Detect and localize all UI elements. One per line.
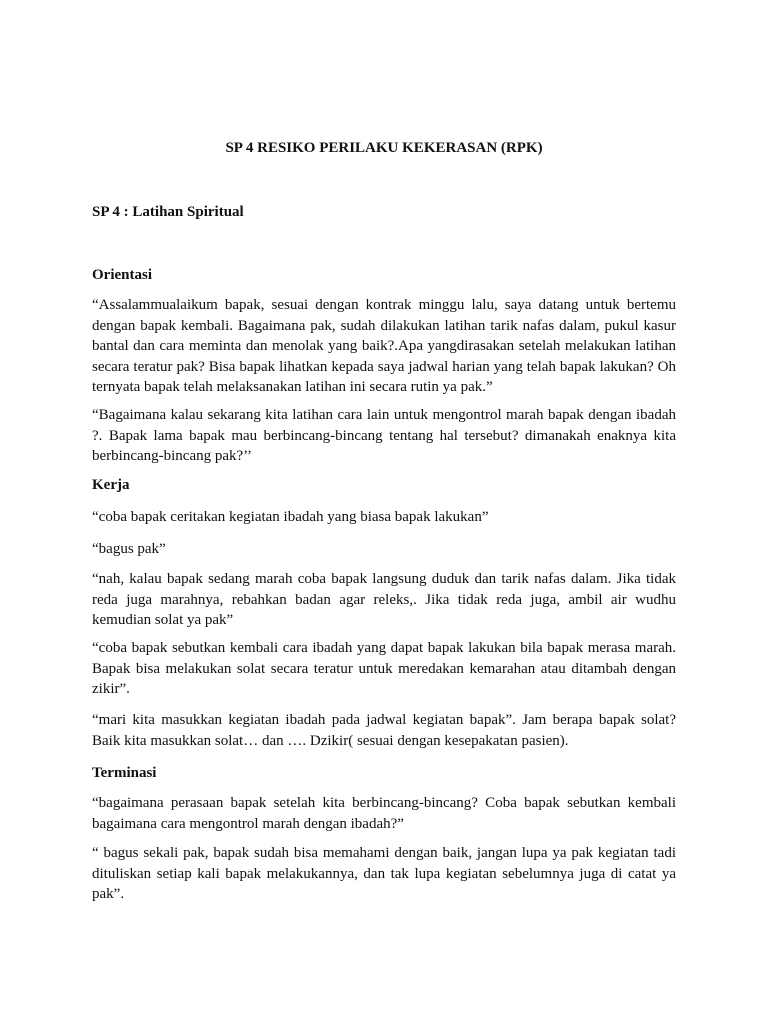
paragraph: “Bagaimana kalau sekarang kita latihan cara lain untuk mengontrol marah bapak dengan ibadah ?. Bapak lama bapak mau berbincang-bincang tentang hal tersebut? dimanakah enaknya kita berbincang-bincang pak?’’ xyxy=(92,407,676,464)
paragraph: “coba bapak ceritakan kegiatan ibadah yang biasa bapak lakukan” xyxy=(92,509,489,525)
section-heading-orientasi: Orientasi xyxy=(92,267,152,283)
paragraph: “coba bapak sebutkan kembali cara ibadah yang dapat bapak lakukan bila bapak merasa marah. Bapak bisa melakukan solat secara teratur untuk meredakan kemarahan atau ditambah dengan zikir”. xyxy=(92,640,676,697)
document-title: SP 4 RESIKO PERILAKU KEKERASAN (RPK) xyxy=(225,140,543,156)
paragraph: “nah, kalau bapak sedang marah coba bapak langsung duduk dan tarik nafas dalam. Jika tidak reda juga marahnya, rebahkan badan agar releks,. Jika tidak reda juga, ambil air wudhu kemudian solat ya pak” xyxy=(92,571,676,628)
paragraph: “Assalammualaikum bapak, sesuai dengan kontrak minggu lalu, saya datang untuk bertemu dengan bapak kembali. Bagaimana pak, sudah dilakukan latihan tarik nafas dalam, pukul kasur bantal dan cara meminta dan menolak yang baik?.Apa yangdirasakan setelah melakukan latihan secara teratur pak? Bisa bapak lihatkan kepada saya jadwal harian yang telah bapak lakukan? Oh ternyata bapak telah melaksanakan latihan ini secara rutin ya pak.” xyxy=(92,297,676,395)
section-heading-kerja: Kerja xyxy=(92,477,130,493)
paragraph: “ bagus sekali pak, bapak sudah bisa memahami dengan baik, jangan lupa ya pak kegiatan tadi dituliskan setiap kali bapak melakukannya, dan tak lupa kegiatan sebelumnya juga di catat ya pak”. xyxy=(92,845,676,902)
section-heading-terminasi: Terminasi xyxy=(92,765,157,781)
subtitle-heading: SP 4 : Latihan Spiritual xyxy=(92,204,244,220)
paragraph: “mari kita masukkan kegiatan ibadah pada jadwal kegiatan bapak”. Jam berapa bapak solat? Baik kita masukkan solat… dan …. Dzikir( sesuai dengan kesepakatan pasien). xyxy=(92,712,676,749)
paragraph: “bagus pak” xyxy=(92,541,166,557)
paragraph: “bagaimana perasaan bapak setelah kita berbincang-bincang? Coba bapak sebutkan kembali bagaimana cara mengontrol marah dengan ibadah?” xyxy=(92,795,676,832)
